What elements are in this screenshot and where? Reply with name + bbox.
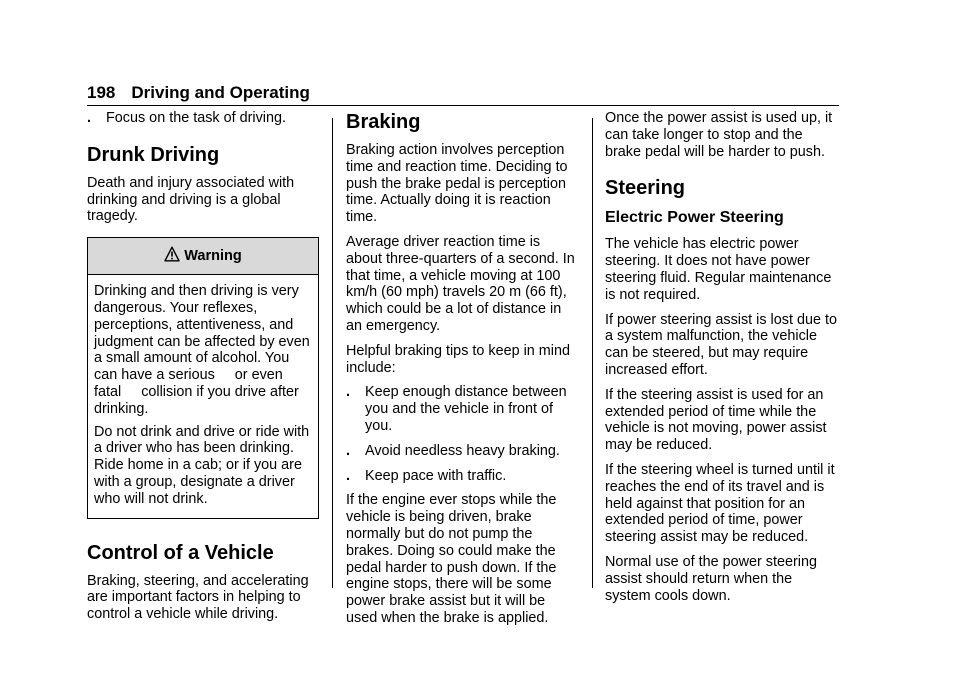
bullet-text: Keep pace with traffic.	[365, 467, 507, 484]
bullet-text: Avoid needless heavy braking.	[365, 442, 560, 459]
steering-paragraph-4: If the steering wheel is turned until it reaches the end of its travel and is held against that position for an extended period of time, power steering assist may be reduced.	[605, 461, 835, 546]
warning-title: Warning	[184, 248, 242, 265]
page-number: 198	[87, 83, 116, 102]
column-divider-2	[592, 118, 593, 588]
braking-paragraph-2: Average driver reaction time is about three-quarters of a second. In that time, a vehicle moving at 100 km/h (60 mph) travels 20 m (66 ft), which could be a lot of distance in an emergency.	[346, 233, 575, 334]
bullet-focus	[87, 110, 319, 127]
warning-box	[87, 237, 319, 518]
column-divider-1	[332, 118, 333, 588]
braking-paragraph-1: Braking action involves perception time and reaction time. Deciding to push the brake pedal is perception time. Actually doing it is reaction time.	[346, 142, 568, 226]
braking-heading: Braking	[346, 111, 421, 133]
warning-paragraph-1: Drinking and then driving is very dangerous. Your reflexes, perceptions, attentiveness, and judgment can be affected by even a small amount of alcohol. You can have a serious or even fatal collision if you drive after drinking.	[94, 283, 314, 417]
drunk-driving-heading: Drunk Driving	[87, 143, 220, 166]
braking-paragraph-4: If the engine ever stops while the vehicle is being driven, brake normally but do not pump the brakes. Doing so could make the pedal harder to push down. If the engine stops, there will be some power brake assist but it will be used when the brake is applied.	[346, 492, 557, 626]
bullet-dot: .	[346, 442, 350, 459]
bullet-text: Keep enough distance between you and the vehicle in front of you.	[365, 384, 567, 434]
power-assist-text: Once the power assist is used up, it can take longer to stop and the brake pedal will be harder to push.	[605, 110, 833, 160]
eps-heading: Electric Power Steering	[605, 209, 784, 227]
steering-heading: Steering	[605, 177, 686, 200]
bullet-dot: .	[346, 384, 350, 401]
section-title: Driving and Operating	[131, 83, 310, 102]
steering-paragraph-5: Normal use of the power steering assist should return when the system cools down.	[605, 553, 817, 604]
steering-paragraph-3: If the steering assist is used for an extended period of time while the vehicle is not moving, power assist may be reduced.	[605, 386, 827, 454]
bullet-text: Focus on the task of driving.	[106, 110, 286, 126]
braking-tip-3	[346, 468, 578, 485]
steering-paragraph-2: If power steering assist is lost due to a system malfunction, the vehicle can be steered, but may require increased effort.	[605, 311, 837, 378]
braking-tip-2	[346, 443, 578, 460]
warning-icon	[164, 246, 180, 262]
column-3	[605, 110, 839, 612]
bullet-dot: .	[87, 110, 91, 126]
column-2	[346, 110, 578, 635]
control-vehicle-heading: Control of a Vehicle	[87, 541, 274, 564]
warning-header	[88, 238, 318, 275]
warning-paragraph-2: Do not drink and drive or ride with a driver who has been drinking. Ride home in a cab; or if you are with a group, designate a driver who will not drink.	[94, 423, 310, 507]
warning-body	[88, 275, 318, 517]
page-header	[87, 83, 839, 106]
drunk-driving-text: Death and injury associated with drinking and driving is a global tragedy.	[87, 174, 295, 225]
bullet-dot: .	[346, 467, 350, 484]
steering-paragraph-1: The vehicle has electric power steering. It does not have power steering fluid. Regular maintenance is not required.	[605, 236, 832, 303]
braking-tip-1	[346, 384, 578, 434]
control-vehicle-text: Braking, steering, and accelerating are important factors in helping to control a vehicle while driving.	[87, 572, 309, 623]
column-1	[87, 110, 319, 631]
braking-paragraph-3: Helpful braking tips to keep in mind include:	[346, 342, 570, 376]
